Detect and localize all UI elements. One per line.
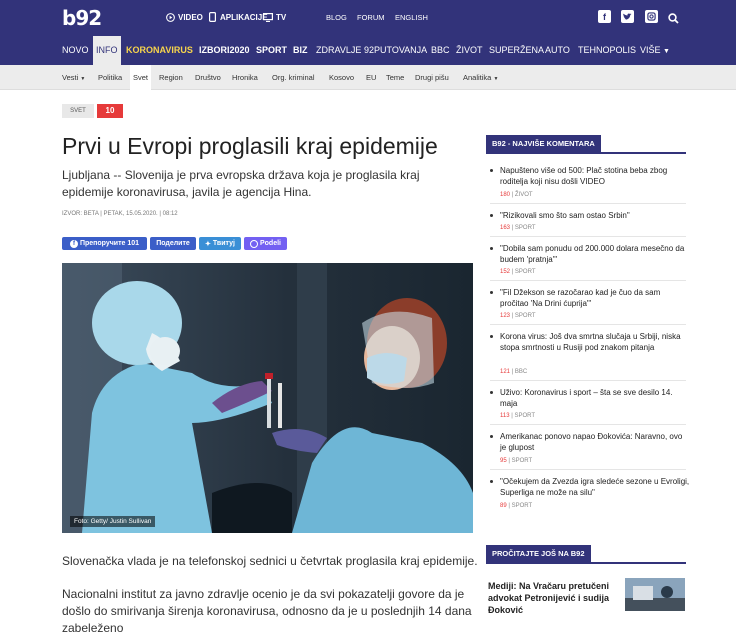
article-paragraph: Slovenačka vlada je na telefonskoj sednici u četvrtak proglasila kraj epidemije. <box>62 554 478 568</box>
article-lead: Ljubljana -- Slovenija je prva evropska država koja je proglasila kraj epidemije koronavirusa, javila je agencija Hina. <box>62 168 420 199</box>
nav-aplikacije[interactable] <box>207 12 268 22</box>
mainnav-info[interactable]: INFO <box>93 36 121 65</box>
instagram-icon[interactable] <box>645 10 658 23</box>
list-item-title[interactable]: "Očekujem da Zvezda igra sledeće sezone u Evroligi, Superliga ne može na silu" <box>500 477 690 497</box>
site-logo[interactable]: b92 <box>62 6 102 30</box>
subnav-svet[interactable]: Svet <box>130 65 151 90</box>
subnav-kosovo[interactable]: Kosovo <box>329 73 355 82</box>
read-more-thumbnail[interactable] <box>625 578 685 611</box>
tv-icon <box>263 12 273 22</box>
article-meta: IZVOR: BETA | PETAK, 15.05.2020. | 08:12 <box>62 211 178 217</box>
bullet <box>490 214 493 217</box>
section-label: SPORT <box>514 269 536 275</box>
article-title: Prvi u Evropi proglasili kraj epidemije <box>62 133 438 159</box>
facebook-icon[interactable]: f <box>598 10 611 23</box>
mainnav-zivot[interactable]: ŽIVOT <box>456 45 483 55</box>
mainnav-koronavirus[interactable]: KORONAVIRUS <box>126 45 193 55</box>
section-label: BBC <box>514 369 528 375</box>
section-label: SPORT <box>514 413 536 419</box>
comment-count-badge[interactable]: 10 <box>97 104 123 118</box>
list-item-title[interactable]: "Rizikovali smo što sam ostao Srbin" <box>500 211 630 220</box>
nav-tv[interactable] <box>263 12 286 22</box>
comment-count: 163 <box>500 225 511 231</box>
list-item-meta: 123 | SPORT <box>500 313 536 319</box>
link-blog[interactable]: BLOG <box>326 13 347 22</box>
top-bar <box>0 0 736 36</box>
mainnav-superzena[interactable]: SUPERŽENA <box>489 45 545 55</box>
twitter-icon[interactable] <box>621 10 634 23</box>
subnav-eu[interactable]: EU <box>366 73 377 82</box>
subnav-vesti[interactable] <box>62 65 85 90</box>
category-tag[interactable]: SVET <box>62 104 94 118</box>
tweet-label: Твитуј <box>212 240 235 247</box>
section-label: SPORT <box>511 503 533 509</box>
section-label: SPORT <box>514 225 536 231</box>
article-paragraph: Nacionalni institut za javno zdravlje ocenio je da svi pokazatelji govore da je došlo do smirivanja širenja koronavirusa, odnosno da je u poslednjih 14 dana zabeleženo <box>62 587 472 635</box>
bullet <box>490 169 493 172</box>
comment-count: 95 <box>500 458 507 464</box>
comment-count: 180 <box>500 192 511 198</box>
subnav-drugi-pisu[interactable]: Drugi pišu <box>415 73 449 82</box>
mainnav-vise-label: VIŠE <box>640 45 661 55</box>
list-item-meta: 152 | SPORT <box>500 269 536 275</box>
mainnav-zdravlje[interactable]: ZDRAVLJE <box>316 45 362 55</box>
share-label: Поделите <box>156 240 190 247</box>
viber-icon <box>250 240 258 248</box>
bullet <box>490 480 493 483</box>
bullet <box>490 335 493 338</box>
comment-count: 123 <box>500 313 511 319</box>
subnav-vesti-label: Vesti <box>62 73 79 82</box>
mainnav-novo[interactable]: NOVO <box>62 45 89 55</box>
divider <box>490 203 686 204</box>
divider <box>490 424 686 425</box>
photo-illustration <box>62 263 473 533</box>
chevron-down-icon: ▼ <box>80 76 86 82</box>
section-label: SPORT <box>511 458 533 464</box>
section-label: SPORT <box>514 313 536 319</box>
heading-underline <box>486 562 686 564</box>
subnav-drustvo[interactable]: Društvo <box>195 73 221 82</box>
divider <box>490 380 686 381</box>
mainnav-tehnopolis[interactable]: TEHNOPOLIS <box>578 45 637 55</box>
subnav-analitika[interactable] <box>463 65 498 90</box>
viber-label: Podeli <box>259 240 281 247</box>
list-item-title[interactable]: Amerikanac ponovo napao Đokovića: Naravno, ovo je glupost <box>500 432 683 452</box>
twitter-icon: ✦ <box>205 240 211 248</box>
subnav-analitika-label: Analitika <box>463 73 492 82</box>
mainnav-izbori2020[interactable]: IZBORI2020 <box>199 45 250 55</box>
heading-underline <box>486 152 686 154</box>
subnav-org-kriminal[interactable]: Org. kriminal <box>272 73 315 82</box>
link-english[interactable]: ENGLISH <box>395 13 428 22</box>
nav-aplikacije-label: APLIKACIJE <box>220 12 268 22</box>
phone-icon <box>207 12 217 22</box>
viber-share-button[interactable] <box>244 237 287 250</box>
comment-count: 121 <box>500 369 511 375</box>
mainnav-vise[interactable] <box>640 36 670 65</box>
divider <box>490 280 686 281</box>
nav-video-label: VIDEO <box>178 12 203 22</box>
read-more-heading: PROČITAJTE JOŠ NA B92 <box>486 545 591 562</box>
nav-tv-label: TV <box>276 12 287 22</box>
chevron-down-icon: ▼ <box>663 48 670 55</box>
facebook-icon: f <box>70 240 78 248</box>
section-label: ŽIVOT <box>514 192 533 198</box>
list-item-meta: 89 | SPORT <box>500 503 533 509</box>
bullet <box>490 291 493 294</box>
most-commented-heading: B92 - NAJVIŠE KOMENTARA <box>486 135 601 152</box>
thumbnail-illustration <box>625 578 685 611</box>
facebook-recommend-button[interactable] <box>62 237 147 250</box>
mainnav-biz[interactable]: BIZ <box>293 45 308 55</box>
recommend-label: Препоручите 101 <box>79 240 140 247</box>
divider <box>490 324 686 325</box>
read-more-item-title[interactable]: Mediji: Na Vračaru pretučeni advokat Petronijević i sudija Đoković <box>488 581 610 615</box>
tweet-button[interactable] <box>199 237 241 250</box>
main-nav <box>0 36 736 65</box>
list-item-meta: 121 | BBC <box>500 369 528 375</box>
facebook-share-button[interactable] <box>150 237 196 250</box>
sub-nav <box>0 65 736 90</box>
list-item-meta: 180 | ŽIVOT <box>500 192 533 198</box>
mainnav-bbc[interactable]: BBC <box>431 45 450 55</box>
divider <box>490 236 686 237</box>
list-item-title[interactable]: Uživo: Koronavirus i sport – šta se sve desilo 14. maja <box>500 388 673 408</box>
list-item-meta: 113 | SPORT <box>500 413 536 419</box>
list-item-title[interactable]: "Fil Džekson se razočarao kad je čuo da sam pročitao 'Na Drini ćuprija'" <box>500 288 661 308</box>
list-item-meta: 95 | SPORT <box>500 458 533 464</box>
mainnav-sport[interactable]: SPORT <box>256 45 288 55</box>
subnav-hronika[interactable]: Hronika <box>232 73 258 82</box>
bullet <box>490 247 493 250</box>
bullet <box>490 391 493 394</box>
subnav-region[interactable]: Region <box>159 73 183 82</box>
divider <box>490 469 686 470</box>
play-circle-icon <box>165 12 175 22</box>
subnav-politika[interactable]: Politika <box>98 73 123 82</box>
comment-count: 89 <box>500 503 507 509</box>
mainnav-92putovanja[interactable]: 92PUTOVANJA <box>364 45 428 55</box>
nav-video[interactable] <box>165 12 203 22</box>
search-icon[interactable] <box>668 11 679 29</box>
list-item-title[interactable]: Korona virus: Još dva smrtna slučaja u Srbiji, niska stopa smrtnosti u Rusiji pod znakom pitanja <box>500 332 681 352</box>
mainnav-auto[interactable]: AUTO <box>545 45 570 55</box>
list-item-meta: 163 | SPORT <box>500 225 536 231</box>
comment-count: 113 <box>500 413 510 419</box>
photo-caption: Foto: Getty/ Justin Sullivan <box>70 516 155 527</box>
subnav-teme[interactable]: Teme <box>386 73 405 82</box>
comment-count: 152 <box>500 269 511 275</box>
list-item-title[interactable]: Napušteno više od 500: Plač stotina beba zbog roditelja koji nisu došli VIDEO <box>500 166 668 186</box>
chevron-down-icon: ▼ <box>493 76 499 82</box>
article-photo <box>62 263 473 533</box>
list-item-title[interactable]: "Dobila sam ponudu od 200.000 dolara mesečno da budem 'pratnja'" <box>500 244 685 264</box>
bullet <box>490 435 493 438</box>
link-forum[interactable]: FORUM <box>357 13 385 22</box>
